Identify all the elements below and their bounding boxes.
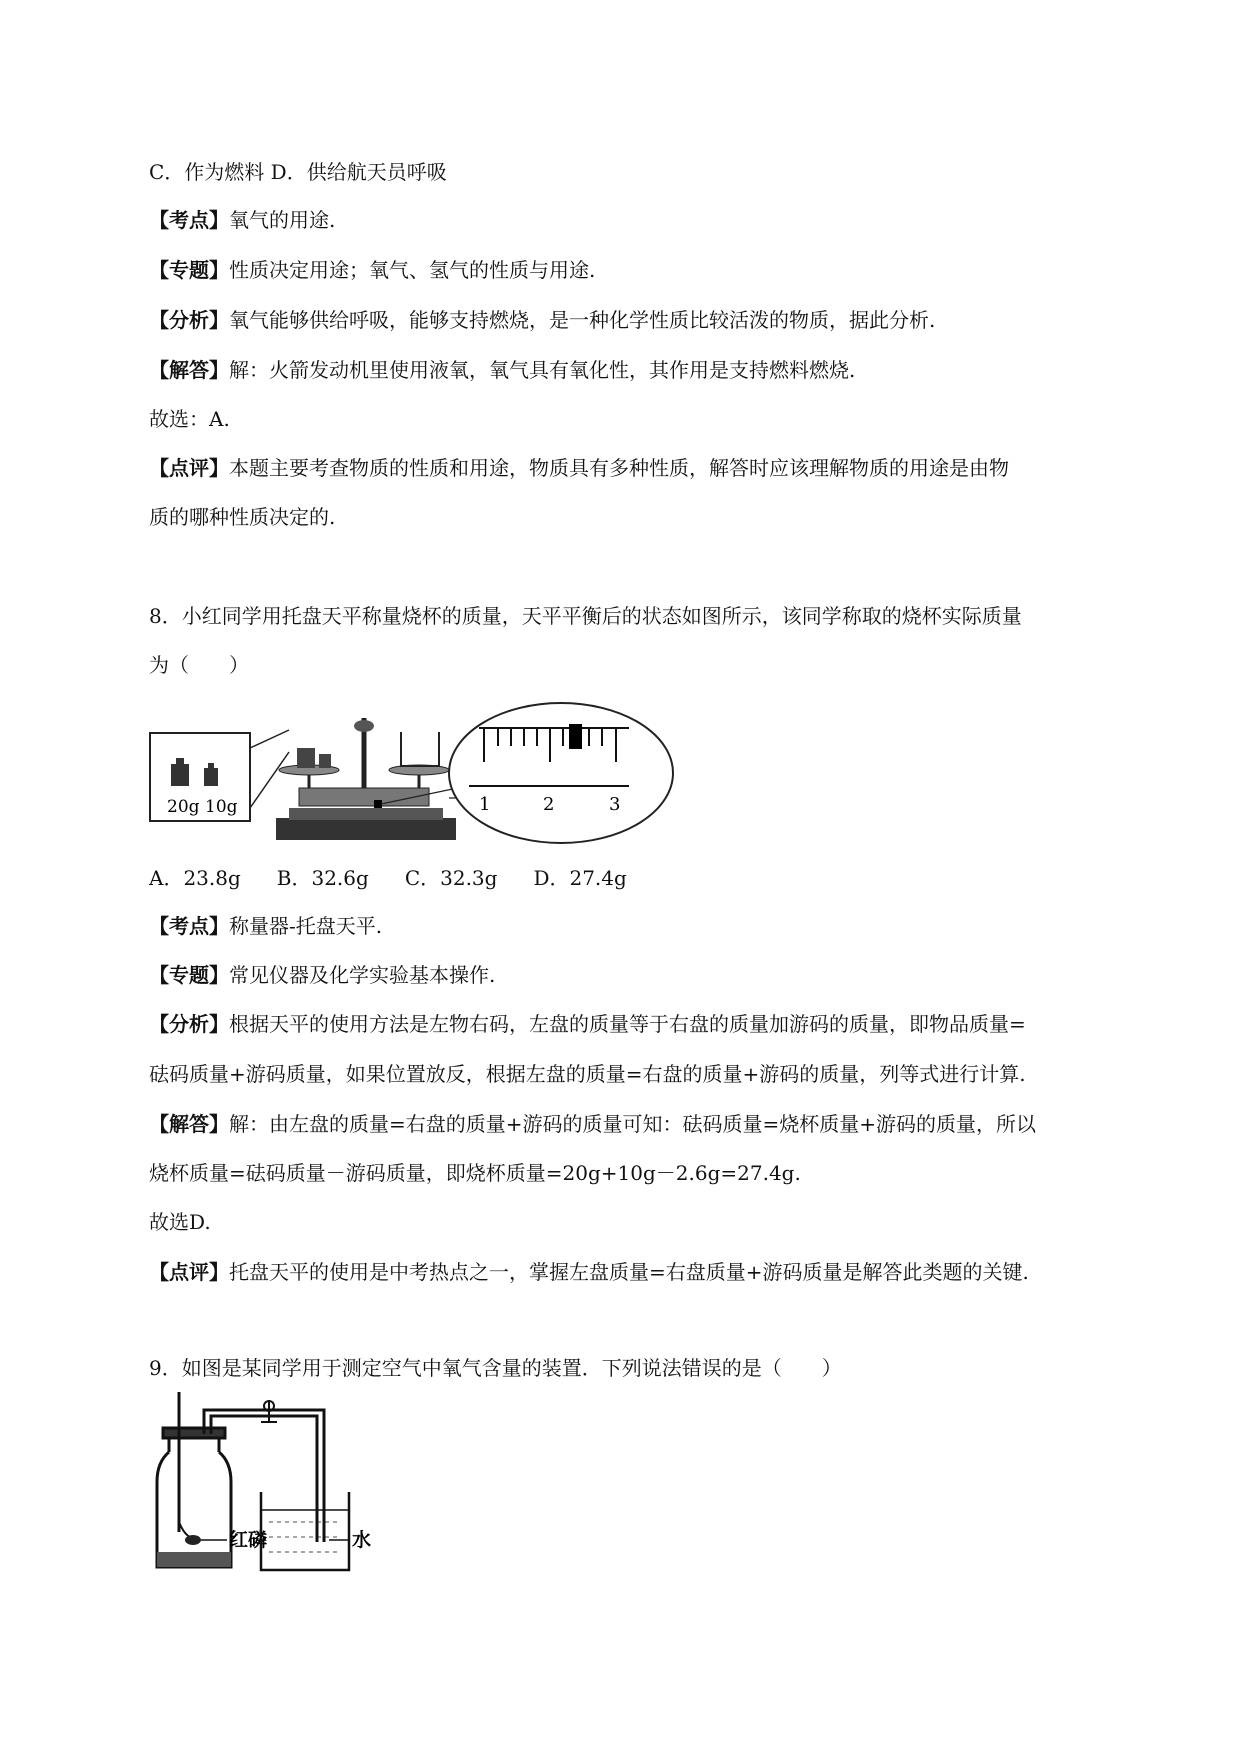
dianping-text-1: 本题主要考查物质的性质和用途，物质具有多种性质，解答时应该理解物质的用途是由物 (229, 456, 1009, 480)
scale-label-1: 1 (479, 794, 491, 815)
jieda-text: 解：火箭发动机里使用液氧，氧气具有氧化性，其作用是支持燃料燃烧. (229, 358, 856, 382)
q7-answer: 故选：A. (149, 407, 230, 431)
magnified-scale (449, 703, 673, 843)
q8-options (149, 864, 663, 892)
scale-label-2: 2 (543, 794, 555, 815)
balance-icon (276, 718, 456, 840)
q7-zhuanti (149, 256, 595, 284)
q8-stem-2: 为（ ） (149, 653, 249, 677)
q8-fenxi-2: 砝码质量+游码质量，如果位置放反，根据左盘的质量=右盘的质量+游码的质量，列等式进行计算. (149, 1062, 1026, 1086)
q9-stem: 9．如图是某同学用于测定空气中氧气含量的装置．下列说法错误的是（ ） (149, 1356, 842, 1380)
rider-marker (569, 724, 582, 749)
q7-kaodian (149, 206, 335, 234)
q8-answer: 故选D. (149, 1210, 211, 1234)
fenxi-text: 氧气能够供给呼吸，能够支持燃烧，是一种化学性质比较活泼的物质，据此分析. (229, 308, 936, 332)
q8-option-b: B．32.6g (276, 866, 369, 890)
q7-options-cd: C．作为燃料 D．供给航天员呼吸 (149, 160, 447, 184)
label-water: 水 (352, 1529, 372, 1551)
jieda-tag: 【解答】 (149, 1112, 229, 1136)
phosphorus-spoon-icon (185, 1535, 201, 1545)
label-phosphorus: 红磷 (229, 1529, 268, 1551)
q8-jieda-1 (149, 1110, 1036, 1138)
q8-fenxi-1 (149, 1010, 1026, 1038)
fenxi-tag: 【分析】 (149, 1012, 229, 1036)
q7-fenxi (149, 306, 935, 334)
zhuanti-tag: 【专题】 (149, 963, 229, 987)
q8-option-d: D．27.4g (533, 866, 627, 890)
kaodian-text: 称量器-托盘天平. (229, 914, 383, 938)
fenxi-text-1: 根据天平的使用方法是左物右码，左盘的质量等于右盘的质量加游码的质量，即物品质量= (229, 1012, 1026, 1036)
q8-stem-1: 8．小红同学用托盘天平称量烧杯的质量，天平平衡后的状态如图所示，该同学称取的烧杯实际质量 (149, 604, 1022, 628)
zhuanti-text: 常见仪器及化学实验基本操作. (229, 963, 496, 987)
fenxi-tag: 【分析】 (149, 308, 229, 332)
kaodian-tag: 【考点】 (149, 208, 229, 232)
scale-label-3: 3 (609, 794, 621, 815)
apparatus-figure (149, 1392, 379, 1582)
weight-20g-label: 20g (167, 797, 200, 817)
q8-jieda-2: 烧杯质量=砝码质量－游码质量，即烧杯质量=20g+10g－2.6g=27.4g. (149, 1161, 801, 1185)
jieda-tag: 【解答】 (149, 358, 229, 382)
q8-option-c: C．32.3g (404, 866, 498, 890)
q8-option-a: A．23.8g (149, 866, 241, 890)
dianping-text: 托盘天平的使用是中考热点之一，掌握左盘质量=右盘质量+游码质量是解答此类题的关键. (229, 1260, 1029, 1284)
dianping-tag: 【点评】 (149, 456, 229, 480)
dianping-tag: 【点评】 (149, 1260, 229, 1284)
kaodian-tag: 【考点】 (149, 914, 229, 938)
weight-10g-label: 10g (205, 797, 238, 817)
zhuanti-text: 性质决定用途；氧气、氢气的性质与用途. (229, 258, 596, 282)
q7-jieda (149, 356, 855, 384)
jieda-text-1: 解：由左盘的质量=右盘的质量+游码的质量可知：砝码质量=烧杯质量+游码的质量，所以 (229, 1112, 1037, 1136)
bottle-icon (157, 1428, 231, 1567)
zhuanti-tag: 【专题】 (149, 258, 229, 282)
q7-dianping-2: 质的哪种性质决定的. (149, 505, 336, 529)
kaodian-text: 氧气的用途. (229, 208, 336, 232)
beaker-icon (261, 1492, 349, 1570)
q8-dianping (149, 1258, 1029, 1286)
q8-kaodian (149, 912, 382, 940)
balance-figure (149, 688, 729, 848)
q8-zhuanti (149, 961, 495, 989)
q7-dianping-1 (149, 454, 1009, 482)
